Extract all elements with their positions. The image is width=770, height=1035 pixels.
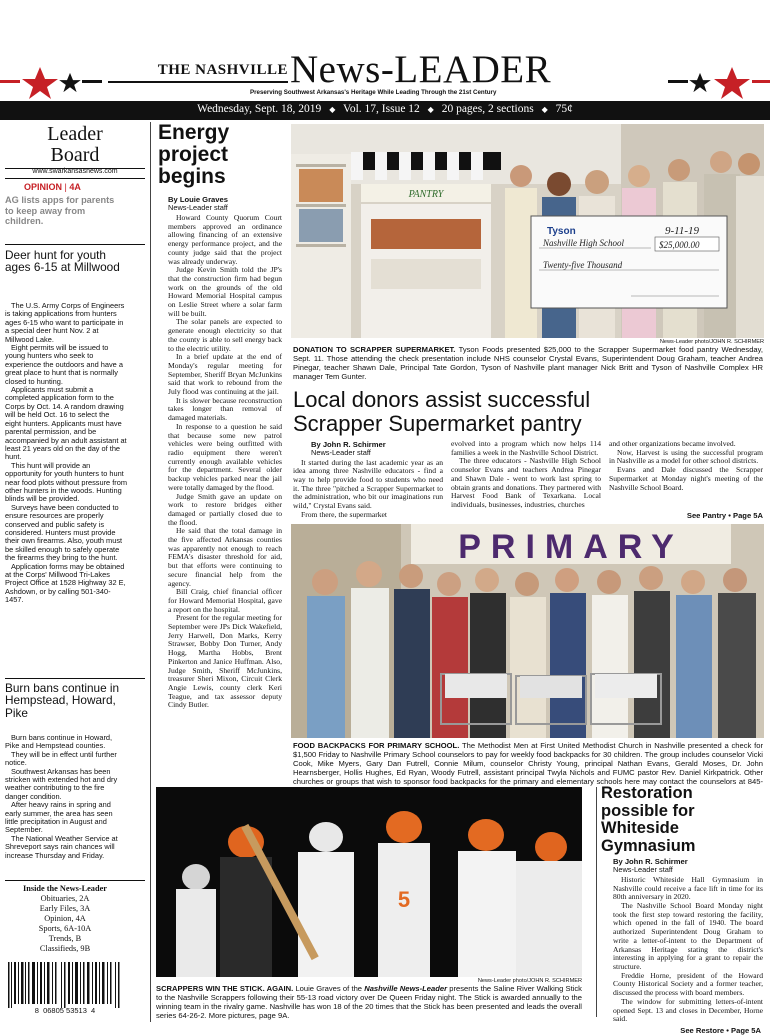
jersey-number: 5: [397, 887, 411, 912]
energy-paragraph: The solar panels are expected to generate enough electricity so that the county is able to sell energy back to the electric utility.: [168, 317, 282, 353]
check-brand: Tyson: [547, 226, 576, 237]
donation-photo-credit: News-Leader photo/JOHN R. SCHIRMER: [659, 339, 764, 345]
website-link[interactable]: www.swarkansasnews.com: [32, 168, 118, 175]
masthead-left-rule-red: [0, 80, 20, 83]
football-caption-text: presents the Saline River Walking Stick to the Nashville Scrappers following their 55-13 road victory over De Queen Friday night. The Stick is awarded annually to the winning team in the rivalry game. Nashville has won 18 of the 20 times that the Stick has been presented and leads the overall series 64-26-2. More pictures, page 9A.: [156, 984, 582, 1020]
donors-headline: [293, 388, 765, 435]
masthead-underline: [108, 81, 288, 83]
diamond-icon: ◆: [329, 105, 336, 114]
football-caption-paper: Nashville News-Leader: [364, 984, 448, 993]
inside-item: Classifieds, 9B: [39, 944, 91, 953]
pages-text: 20 pages, 2 sections: [441, 103, 534, 115]
donors-headline-line1: Local donors assist successful: [293, 387, 591, 412]
deer-paragraph: Surveys have been conducted to ensure resources are properly conserved and public safety is considered. Hunters must provide their own firearms. Also, youth must be skilled enough to safely operate the firearms they bring to the hunt.: [5, 502, 123, 563]
giant-check: [531, 216, 727, 308]
donors-col1: [293, 440, 443, 520]
deer-paragraph: This hunt will provide an opportunity for youth hunters to hunt near food plots without pressure from other hunters in the woods. Hunting blinds will be provided.: [5, 460, 128, 504]
leader-board-title-line1: Leader: [47, 123, 103, 145]
inside-index: [5, 884, 125, 954]
energy-byline: By Louie Graves: [168, 195, 228, 204]
donation-caption-text: Tyson Foods presented $25,000 to the Scrapper Supermarket food pantry Wednesday, Sept. 11. Those attending the check presentation include NHS counselor Crystal Evans, Superintendent Doug Graham, teacher Andrea Pinegar, teacher Shawn Dale, Principal Tate Gordon, Tyson of Nashville plant manager Nick Britt and Tyson of Nashville Complex HR manager Tem Gunter.: [293, 345, 763, 381]
burn-ban-body: [5, 734, 125, 860]
backpacks-caption-text: The Methodist Men at First United Methodist Church in Nashville presented a check for $1,500 Friday to Nashville Primary School counselors to pay for weekly food backpacks for 30 children. The group includes counselor Vicki Cook, Mike Myers, Gary Dan Futrell, Connie Milum, counselor Christy Young, principal Nathan Evans, Gerald Moses, Dr. John Hearnsberger, Hollis Hughes, Ed Ryan, Woody Futrell, assistant principal Twyla Nichols and FUMC pastor Rev. Daniel Kirkpatrick. Other churches or groups that wish to sponsor food backpacks for the primary and elementary schools here may contact the counselors at 845-: [293, 741, 763, 786]
donors-paragraph: The three educators - Nashville High School counselor Evans and teachers Andrea Pinegar and Shawn Dale - went to work last spring to obtain grants and donations. They partnered with Harvest Food Bank of Texarkana. Local individuals, businesses, industries, churches: [451, 456, 601, 509]
primary-sign-text: PRIMARY: [458, 528, 684, 566]
energy-paragraph: Bill Craig, chief financial officer for Howard Memorial Hospital, gave a report on the hospital.: [168, 587, 282, 614]
energy-body: [168, 214, 282, 710]
leader-board-sidebar: [0, 122, 150, 1024]
energy-paragraph: It is slower because reconstruction takes longer than removal of damaged materials.: [168, 395, 282, 423]
date-text: Wednesday, Sept. 18, 2019: [197, 103, 322, 115]
star-icon: [58, 72, 82, 93]
backpacks-caption-lead: FOOD BACKPACKS FOR PRIMARY SCHOOL.: [293, 741, 460, 750]
energy-story: [156, 122, 283, 742]
barcode-number: 8 06805 53513 4: [34, 1006, 96, 1015]
deer-paragraph: Eight permits will be issued to young hunters who seek to experience the outdoors and have a great place to hunt that is normally closed to hunting.: [5, 343, 123, 386]
masthead-right-rule-red: [752, 80, 770, 83]
barcode: [5, 960, 125, 1020]
energy-paragraph: Present for the regular meeting for September were JPs Dick Wakefield, Jerry Harwell, Don Marks, Kerry Strawser, Bobby Don Turner, Andy Hogg, Martha Hobbs, Brent Pinkerton and Janice Huffman. Also, Judge Smith, Sheriff McJunkins, treasurer Sheri Mixon, Circuit Clerk Angie Lewis, county clerk Keri Teague, and tax assessor deputy Cindy Butler.: [168, 613, 282, 710]
masthead-tagline: Preserving Southwest Arkansas's Heritage While Leading Through the 21st Century: [250, 89, 497, 96]
backpacks-photo: [291, 524, 764, 738]
football-photo: [156, 787, 582, 977]
inside-item: Opinion, 4A: [44, 914, 86, 923]
donors-paragraph: From there, the supermarket: [301, 509, 388, 519]
restore-jump-link[interactable]: See Restore • Page 5A: [680, 1025, 761, 1035]
energy-headline: Energy project begins: [158, 121, 230, 188]
opinion-label: OPINION | 4A: [24, 182, 81, 192]
donors-paragraph: evolved into a program which now helps 114 families a week in the Nashville School District.: [451, 439, 601, 457]
football-caption-lead: SCRAPPERS WIN THE STICK. AGAIN.: [156, 984, 294, 993]
donors-headline-line2: Scrapper Supermarket pantry: [293, 410, 582, 436]
sidebar-rule: [5, 178, 145, 179]
donors-paragraph: Evans and Dale discussed the Scrapper Supermarket at Monday night's meeting of the Nashville School Board.: [609, 465, 763, 492]
energy-paragraph: Howard County Quorum Court members approved an ordinance allowing financing of an extensive energy performance project, and the county judge said that the project was already underway.: [168, 213, 282, 266]
restoration-paragraph: Freddie Horne, president of the Howard County Historical Society and a former teacher, discussed the process with board members.: [613, 970, 763, 998]
masthead-right-rule: [668, 80, 688, 83]
burn-ban-headline: Burn bans continue in Hempstead, Howard, Pike: [5, 681, 120, 720]
opinion-label-text: OPINION: [24, 182, 63, 192]
backpacks-photo-image: [291, 524, 764, 738]
star-icon: [20, 66, 60, 100]
burn-paragraph: Southwest Arkansas has been stricken with extended hot and dry weather contributing to the fire danger condition.: [5, 766, 118, 801]
energy-paragraph: In response to a question he said that because some new patrol vehicles were being outfitted with radio equipment there weren't currently enough available vehicles for the department. Several older backup vehicles parked near the jail were totally damaged by the flood.: [168, 421, 282, 492]
football-caption-pre: Louie Graves of the: [293, 984, 365, 993]
star-icon: [688, 72, 712, 93]
deer-paragraph: Application forms may be obtained at the Corps' Millwood Tri-Lakes Project Office at 1528 Highway 32 E, Ashdown, or by calling 501-340-1457.: [5, 561, 126, 605]
football-photo-image: [156, 787, 582, 977]
restoration-byline: By John R. Schirmer: [613, 857, 688, 867]
masthead-the-nashville: THE NASHVILLE: [157, 62, 288, 78]
leader-board-title-line2: Board: [50, 144, 100, 166]
restoration-body: [601, 876, 763, 1024]
donors-byline: By John R. Schirmer: [311, 440, 386, 449]
deer-paragraph: The U.S. Army Corps of Engineers is taking applications from hunters ages 6-15 who want to participate in a special deer hunt Nov. 2 at Millwood Lake.: [5, 301, 125, 344]
donors-paragraph: It started during the last academic year as an idea among three Nashville educators - find a way to help provide food to students who need it. The three "pitched a Scrapper Supermarket to the administration, who bit our imaginations run wild," Crystal Evans said.: [293, 457, 443, 511]
energy-paragraph: He said that the total damage in the five affected Arkansas counties was apparently not enough to reach FEMA's disaster threshold for aid, but that efforts were continuing to secure financial help from the agency.: [168, 526, 282, 588]
diamond-icon: ◆: [427, 105, 434, 114]
restoration-paragraph: Historic Whiteside Hall Gymnasium in Nashville could receive a face lift in time for its 80th anniversary in 2020.: [613, 874, 763, 902]
dateline: [0, 103, 770, 118]
donation-caption-lead: DONATION TO SCRAPPER SUPERMARKET.: [293, 345, 456, 354]
football-caption: [156, 985, 582, 1021]
sidebar-rule: [5, 244, 145, 245]
burn-paragraph: After heavy rains in spring and early summer, the area has seen little precipitation in August and September.: [5, 800, 113, 835]
inside-item: Obituaries, 2A: [40, 894, 90, 903]
check-amount: $25,000.00: [659, 240, 700, 250]
price-text: 75¢: [555, 103, 573, 115]
pantry-jump-link[interactable]: See Pantry • Page 5A: [686, 511, 763, 520]
donors-staff: News-Leader staff: [311, 448, 371, 457]
story-divider: [596, 787, 597, 1017]
energy-paragraph: In a brief update at the end of Monday's regular meeting for September, Sheriff Bryan McJunkins said that work to rebound from the July flood was continuing at the jail.: [168, 352, 282, 397]
check-date: 9-11-19: [665, 225, 700, 237]
restoration-staff: News-Leader staff: [613, 865, 673, 875]
donors-col2: [451, 440, 601, 510]
check-payee: Nashville High School: [543, 238, 624, 248]
energy-paragraph: Judge Smith gave an update on work to restore bridges either damaged or partially closed due to the flood.: [168, 491, 282, 527]
energy-byline-block: [168, 195, 280, 214]
deer-paragraph: Applicants must submit a completed application form to the Corps by Oct. 14. A random drawing will be held Oct. 16 to select the eight hunters. Applicants must have parental permission, and be accompanied by an adult assistant at least 21 years old on the day of the hunt.: [5, 385, 127, 462]
pantry-banner-text: PANTRY: [408, 189, 444, 200]
diamond-icon: ◆: [541, 105, 548, 114]
opinion-teaser: AG lists apps for parents to keep away from children.: [5, 195, 115, 226]
burn-paragraph: Burn bans continue in Howard, Pike and Hempstead counties.: [5, 733, 113, 751]
barcode-icon: [5, 960, 125, 1010]
energy-staff: News-Leader staff: [168, 203, 228, 212]
inside-item: Early Files, 3A: [39, 904, 91, 913]
football-photo-credit: News-Leader photo/JOHN R. SCHIRMER: [477, 978, 582, 984]
check-words: Twenty-five Thousand: [543, 260, 623, 270]
donation-photo: [291, 124, 764, 338]
restoration-headline: Restoration possible for Whiteside Gymnasium: [601, 784, 696, 855]
inside-title: Inside the News-Leader: [23, 884, 107, 893]
masthead-left-rule: [82, 80, 102, 83]
burn-paragraph: They will be in effect until further notice.: [5, 749, 117, 768]
opinion-page: 4A: [69, 182, 81, 192]
star-icon: [712, 66, 752, 100]
column-divider: [150, 122, 151, 1022]
inside-item: Trends, B: [48, 934, 82, 943]
masthead: [0, 0, 770, 120]
sidebar-rule: [5, 880, 145, 881]
restoration-paragraph: The window for submitting letters-of-intent opened Sept. 13 and closes in December, Horne said.: [613, 996, 763, 1024]
donors-paragraph: Now, Harvest is using the successful program in Nashville as a model for other school districts.: [609, 447, 763, 466]
masthead-title: News-LEADER: [290, 48, 552, 91]
sidebar-rule: [5, 678, 145, 679]
burn-paragraph: The National Weather Service at Shreveport says rain chances will increase Thursday and Friday.: [5, 833, 118, 860]
deer-hunt-body: [5, 302, 127, 605]
donation-photo-image: [291, 124, 764, 338]
energy-paragraph: Judge Kevin Smith told the JP's that the construction firm had begun work on the grounds of the old Howard Memorial Hospital campus on Leslie Street where a solar farm will be built.: [168, 265, 282, 318]
donation-caption: [293, 346, 763, 382]
restoration-story: [601, 784, 766, 1035]
restoration-paragraph: The Nashville School Board Monday night took the first step toward restoring the facility, which opened in the fall of 1940. The board authorized Superintendent Doug Graham to write a letter-of-intent to the Department of Arkansas Heritage stating the district's interesting in applying for a grant to repair the structure.: [613, 901, 763, 971]
leader-board-title: [0, 124, 150, 166]
deer-hunt-headline: Deer hunt for youth ages 6-15 at Millwood: [5, 248, 120, 275]
inside-item: Sports, 6A-10A: [38, 924, 92, 933]
donors-col3: [609, 440, 763, 492]
donors-paragraph: and other organizations became involved.: [609, 439, 736, 448]
volume-text: Vol. 17, Issue 12: [343, 103, 420, 115]
